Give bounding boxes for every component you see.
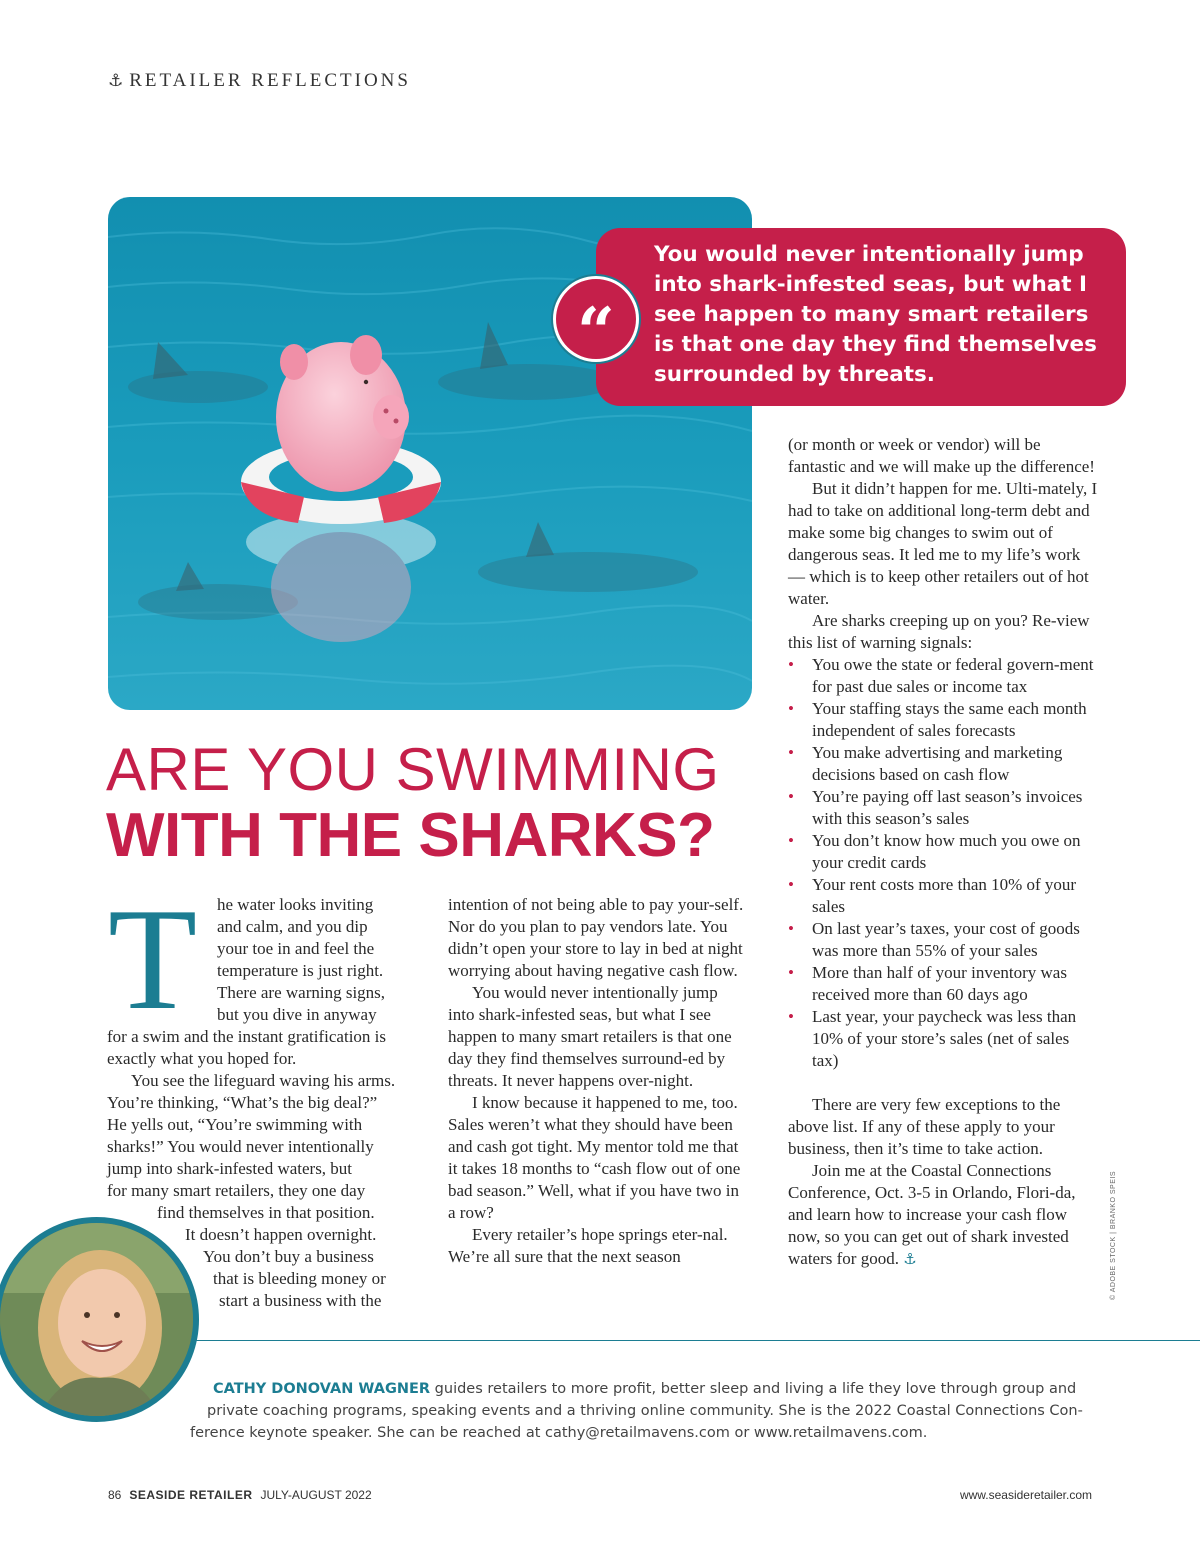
column-3-paragraph: But it didn’t happen for me. Ulti-mately, I had to take on additional long-term debt and make some big changes to swim out of dangerous seas. It led me to my life’s work — which is to keep other retailers out of hot water. <box>788 479 1098 608</box>
list-item: • More than half of your inventory was received more than 60 days ago <box>788 962 1098 1006</box>
column-1-line: start a business with the <box>219 1291 382 1310</box>
column-1-line: your toe in and feel the <box>217 939 375 958</box>
anchor-icon: ⚓ <box>108 71 124 91</box>
headline-line-1: ARE YOU SWIMMING <box>106 736 720 803</box>
list-item: • Last year, your paycheck was less than 10% of your store’s sales (net of sales tax) <box>788 1006 1098 1072</box>
column-2-paragraph: intention of not being able to pay your-self. Nor do you plan to pay vendors late. You didn’t open your store to lay in bed at night worrying about having negative cash flow. <box>448 895 744 980</box>
divider <box>190 1340 1200 1341</box>
pull-quote <box>596 228 1126 406</box>
column-1-line: There are warning signs, <box>217 983 386 1002</box>
column-1-line: temperature is just right. <box>217 961 384 980</box>
column-1-line: find themselves in that position. <box>157 1203 375 1222</box>
column-3-paragraph: Are sharks creeping up on you? Re-view this list of warning signals: <box>788 611 1090 652</box>
list-item: • On last year’s taxes, your cost of goods was more than 55% of your sales <box>788 918 1098 962</box>
headline-line-2: WITH THE SHARKS? <box>106 801 715 870</box>
bio-line: private coaching programs, speaking events and a thriving online community. She is the 2022 Coastal Connections Con- <box>207 1403 1083 1419</box>
anchor-icon: ⚓ <box>903 1250 917 1268</box>
footer-folio <box>108 1488 372 1502</box>
article-column-3 <box>788 434 1098 1270</box>
bio-line: guides retailers to more profit, better sleep and living a life they love through group and <box>430 1381 1077 1397</box>
bio-line: ference keynote speaker. She can be reached at cathy@retailmavens.com or www.retailmavens.com. <box>190 1425 928 1441</box>
column-3-closing-paragraph <box>788 1160 1098 1270</box>
author-bio <box>190 1378 1090 1444</box>
column-1-line: for many smart retailers, they one day <box>107 1181 366 1200</box>
column-1-line: You see the lifeguard waving his arms. <box>131 1071 396 1090</box>
issue-date: JULY-AUGUST 2022 <box>260 1488 372 1502</box>
column-1-line: for a swim and the instant gratification is <box>107 1027 387 1046</box>
column-1-line: and calm, and you dip <box>217 917 368 936</box>
closing-text: Join me at the Coastal Connections Conference, Oct. 3-5 in Orlando, Flori-da, and learn how to increase your cash flow now, so you can get out of shark invested waters for good. <box>788 1161 1076 1268</box>
column-1-line: he water looks inviting <box>217 895 374 914</box>
column-2-paragraph: Every retailer’s hope springs eter-nal. We’re all sure that the next season <box>448 1225 728 1266</box>
quote-mark: “ <box>577 293 615 371</box>
list-item: • Your staffing stays the same each month independent of sales forecasts <box>788 698 1098 742</box>
quote-mark-icon <box>553 276 639 371</box>
column-1-line: He yells out, “You’re swimming with <box>107 1115 363 1134</box>
magazine-name: SEASIDE RETAILER <box>129 1488 253 1502</box>
column-3-paragraph: There are very few exceptions to the above list. If any of these apply to your business, then it’s time to take action. <box>788 1095 1061 1158</box>
section-label-text: RETAILER REFLECTIONS <box>129 70 411 91</box>
column-1-line: that is bleeding money or <box>213 1269 386 1288</box>
author-avatar <box>0 1217 199 1422</box>
column-1-line: It doesn’t happen overnight. <box>185 1225 377 1244</box>
column-1-line: You don’t buy a business <box>203 1247 374 1266</box>
photo-credit-text: © ADOBE STOCK | BRANKO SPEIS <box>1110 1171 1117 1300</box>
list-item: • You make advertising and marketing decisions based on cash flow <box>788 742 1098 786</box>
column-1-line: but you dive in anyway <box>217 1005 377 1024</box>
column-1-line: sharks!” You would never intentionally <box>107 1137 374 1156</box>
article-column-2 <box>448 894 748 1268</box>
section-label <box>108 70 411 92</box>
column-1-line: jump into shark-infested waters, but <box>107 1159 353 1178</box>
column-1-line: exactly what you hoped for. <box>107 1049 297 1068</box>
list-item: • You’re paying off last season’s invoices with this season’s sales <box>788 786 1098 830</box>
footer-url: www.seasideretailer.com <box>959 1488 1092 1502</box>
author-name: CATHY DONOVAN WAGNER <box>213 1381 431 1397</box>
column-2-paragraph: I know because it happened to me, too. Sales weren’t what they should have been and cash got tight. My mentor told me that it takes 18 months to “cash flow out of one bad season.” Well, what if you have two in a row? <box>448 1093 741 1222</box>
column-1-line: You’re thinking, “What’s the big deal?” <box>107 1093 378 1112</box>
list-item: • You don’t know how much you owe on your credit cards <box>788 830 1098 874</box>
list-item: • You owe the state or federal govern-ment for past due sales or income tax <box>788 654 1098 698</box>
list-item: • Your rent costs more than 10% of your sales <box>788 874 1098 918</box>
column-3-paragraph: (or month or week or vendor) will be fantastic and we will make up the difference! <box>788 435 1095 476</box>
warning-signals-list <box>788 654 1098 1072</box>
pull-quote-text: You would never intentionally jump into shark-infested seas, but what I see happen to many smart retailers is that one day they find themselves surrounded by threats. <box>654 242 1097 387</box>
column-2-paragraph: You would never intentionally jump into shark-infested seas, but what I see happen to many smart retailers is that one day they find themselves surround-ed by threats. It never happens over-night. <box>448 983 732 1090</box>
photo-credit <box>1110 1171 1130 1310</box>
drop-cap: T <box>108 878 198 1040</box>
page-number: 86 <box>108 1488 122 1502</box>
